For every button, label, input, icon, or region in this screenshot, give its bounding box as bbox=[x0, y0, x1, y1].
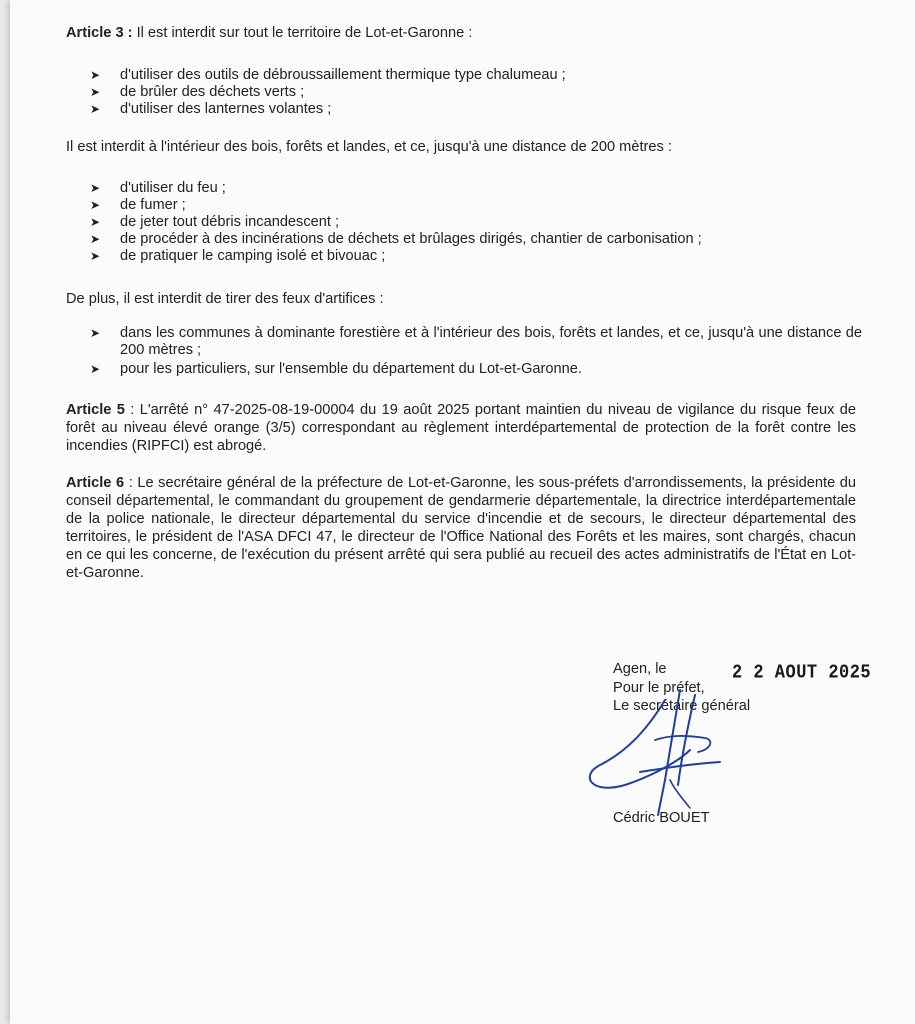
forest-intro: Il est interdit à l'intérieur des bois, forêts et landes, et ce, jusqu'à une distance de 200 mètres : bbox=[66, 139, 672, 155]
fireworks-intro: De plus, il est interdit de tirer des feux d'artifices : bbox=[66, 291, 384, 307]
list-item: ➤ de fumer ; bbox=[90, 197, 186, 213]
document-page bbox=[10, 0, 915, 1024]
arrowhead-bullet-icon: ➤ bbox=[90, 362, 101, 376]
arrowhead-bullet-icon: ➤ bbox=[90, 215, 101, 229]
article6-heading: Article 6 bbox=[66, 475, 125, 491]
article3-heading-line bbox=[66, 24, 856, 42]
handwritten-signature bbox=[570, 680, 770, 820]
signature-title: Le secrétaire général bbox=[613, 698, 751, 714]
list-item: ➤ d'utiliser du feu ; bbox=[90, 180, 226, 196]
list-item: ➤ pour les particuliers, sur l'ensemble du département du Lot-et-Garonne. bbox=[90, 361, 582, 377]
list-item: ➤ d'utiliser des outils de débroussaillement thermique type chalumeau ; bbox=[90, 67, 566, 83]
arrowhead-bullet-icon: ➤ bbox=[90, 68, 101, 82]
article3-heading: Article 3 : bbox=[66, 25, 133, 41]
list-item: ➤ de pratiquer le camping isolé et bivouac ; bbox=[90, 248, 386, 264]
article3-fireworks-list bbox=[90, 325, 862, 378]
signatory-name: Cédric BOUET bbox=[613, 810, 710, 826]
article3-forest-list bbox=[90, 180, 862, 265]
list-item: ➤ de jeter tout débris incandescent ; bbox=[90, 214, 340, 230]
article5-heading: Article 5 bbox=[66, 402, 125, 418]
article6-body: : Le secrétaire général de la préfecture de Lot-et-Garonne, les sous-préfets d'arrondissements, la présidente du conseil départemental, le commandant du groupement de gendarmerie départementale, la directrice interdépartementale de la police nationale, le directeur départemental du service d'incendie et de secours, le directeur départemental des territoires, le président de l'ASA DFCI 47, le directeur de l'Office National des Forêts et les maires, sont chargés, chacun en ce qui les concerne, de l'exécution du présent arrêté qui sera publié au recueil des actes administratifs de l'État en Lot-et-Garonne. bbox=[66, 475, 856, 581]
article6 bbox=[66, 474, 856, 582]
article5-body: : L'arrêté n° 47-2025-08-19-00004 du 19 août 2025 portant maintien du niveau de vigilance du risque feux de forêt au niveau élevé orange (3/5) correspondant au règlement interdépartemental de protection de la forêt contre les incendies (RIPFCI) est abrogé. bbox=[66, 402, 856, 454]
arrowhead-bullet-icon: ➤ bbox=[90, 198, 101, 212]
article3-general-list bbox=[90, 67, 862, 118]
list-item: ➤ d'utiliser des lanternes volantes ; bbox=[90, 101, 332, 117]
arrowhead-bullet-icon: ➤ bbox=[90, 232, 101, 246]
signature-for: Pour le préfet, bbox=[613, 680, 705, 696]
list-item: ➤ de procéder à des incinérations de déchets et brûlages dirigés, chantier de carbonisation ; bbox=[90, 231, 702, 247]
list-item: ➤ de brûler des déchets verts ; bbox=[90, 84, 305, 100]
signature-place: Agen, le bbox=[613, 661, 667, 677]
arrowhead-bullet-icon: ➤ bbox=[90, 85, 101, 99]
article5 bbox=[66, 401, 856, 455]
arrowhead-bullet-icon: ➤ bbox=[90, 249, 101, 263]
date-stamp: 2 2 AOUT 2025 bbox=[732, 662, 872, 685]
article3-intro: Il est interdit sur tout le territoire de Lot-et-Garonne : bbox=[132, 25, 473, 41]
arrowhead-bullet-icon: ➤ bbox=[90, 181, 101, 195]
list-item: ➤ dans les communes à dominante forestière et à l'intérieur des bois, forêts et landes, et ce, jusqu'à une distance de 200 mètres ; bbox=[90, 325, 862, 358]
arrowhead-bullet-icon: ➤ bbox=[90, 102, 101, 116]
arrowhead-bullet-icon: ➤ bbox=[90, 326, 101, 340]
